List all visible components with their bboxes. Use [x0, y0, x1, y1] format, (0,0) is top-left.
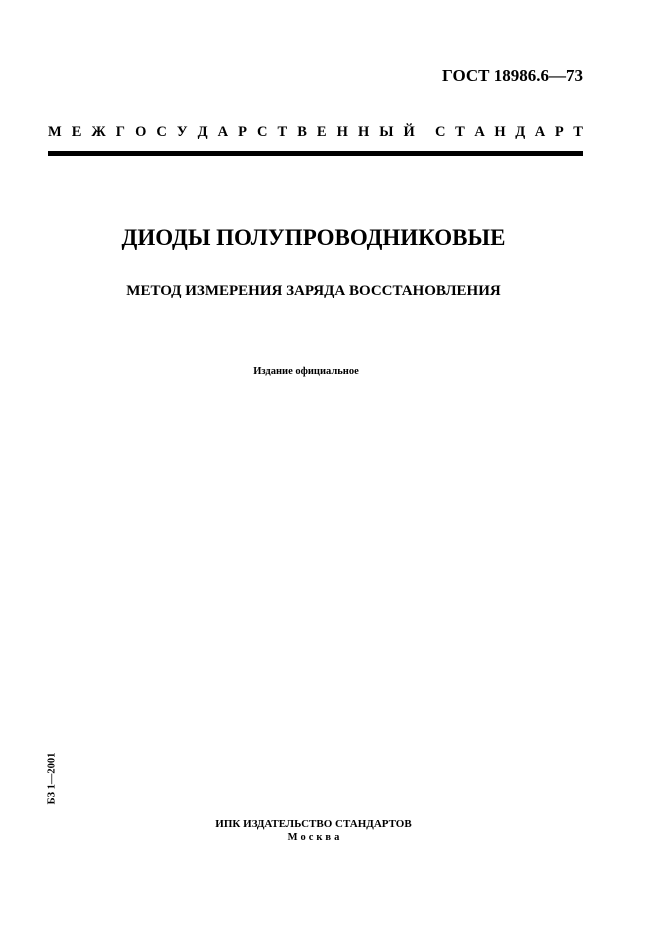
- heading-letter: Е: [316, 124, 327, 140]
- heading-letter: В: [297, 124, 307, 140]
- heading-letter: Н: [357, 124, 370, 140]
- document-subtitle: МЕТОД ИЗМЕРЕНИЯ ЗАРЯДА ВОССТАНОВЛЕНИЯ: [126, 283, 501, 299]
- side-code: [44, 745, 60, 811]
- standard-word: [435, 123, 583, 141]
- heading-letter: Ы: [379, 124, 394, 140]
- heading-letter: Й: [403, 124, 415, 140]
- heading-letter: Т: [277, 124, 288, 140]
- heading-letter: Т: [573, 124, 583, 140]
- heading-letter: Е: [71, 124, 82, 140]
- side-code-text: БЗ 1—2001: [46, 752, 58, 804]
- publisher-name: ИПК ИЗДАТЕЛЬСТВО СТАНДАРТОВ: [215, 818, 412, 830]
- heading-letter: С: [156, 124, 167, 140]
- interstate-word: [48, 123, 415, 141]
- heading-letter: Ж: [91, 124, 106, 140]
- heading-letter: О: [135, 124, 147, 140]
- heading-letter: С: [435, 124, 446, 140]
- heading-letter: С: [257, 124, 268, 140]
- heading-letter: Д: [515, 124, 526, 140]
- edition-note: Издание официальное: [253, 366, 359, 377]
- gost-number: ГОСТ 18986.6—73: [442, 66, 583, 85]
- interstate-standard-heading: [48, 123, 583, 141]
- heading-letter: Г: [115, 124, 126, 140]
- heading-letter: Т: [455, 124, 465, 140]
- heading-letter: А: [474, 124, 485, 140]
- heading-letter: А: [217, 124, 229, 140]
- heading-letter: М: [48, 124, 62, 140]
- heading-letter: У: [176, 124, 188, 140]
- publisher-city: Москва: [287, 832, 343, 843]
- heading-rule: [48, 151, 583, 156]
- heading-letter: Д: [197, 124, 208, 140]
- heading-letter: Н: [494, 124, 506, 140]
- heading-letter: Н: [336, 124, 348, 140]
- heading-letter: Р: [238, 124, 247, 140]
- document-title: ДИОДЫ ПОЛУПРОВОДНИКОВЫЕ: [121, 225, 506, 250]
- heading-letter: Р: [554, 124, 564, 140]
- heading-letter: А: [534, 124, 546, 140]
